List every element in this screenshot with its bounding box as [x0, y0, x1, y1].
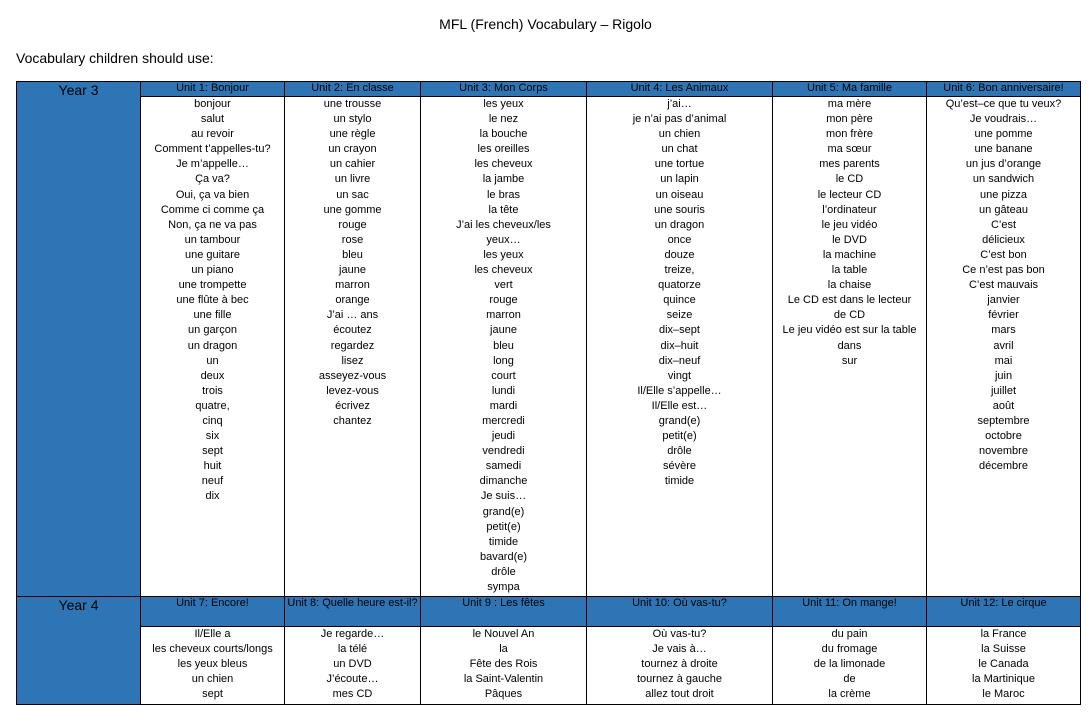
vocabulary-word: un dragon — [654, 218, 705, 231]
vocabulary-word: Je vais à… — [652, 643, 707, 655]
vocabulary-word: un jus d’orange — [965, 158, 1042, 171]
vocabulary-word: C’est — [990, 218, 1017, 231]
vocabulary-word: vendredi — [482, 445, 525, 458]
vocabulary-word: vert — [494, 279, 513, 292]
unit-title: Unit 5: Ma famille — [773, 82, 927, 97]
vocabulary-word: quatorze — [658, 279, 701, 292]
vocabulary-word: dimanche — [479, 475, 528, 488]
vocabulary-word: une flûte à bec — [176, 294, 249, 307]
vocabulary-word: de la limonade — [813, 658, 886, 670]
vocabulary-word: un lapin — [660, 173, 699, 186]
vocabulary-word: drôle — [491, 565, 516, 578]
vocabulary-word: un garçon — [188, 324, 237, 337]
vocabulary-word: C’est bon — [980, 248, 1027, 261]
vocabulary-word: mars — [991, 324, 1016, 337]
unit-title: Unit 1: Bonjour — [141, 82, 285, 97]
vocabulary-word: tournez à droite — [641, 658, 718, 670]
vocabulary-word: bleu — [342, 248, 363, 261]
vocabulary-word: J’écoute… — [326, 673, 379, 685]
vocabulary-word: un stylo — [333, 113, 372, 126]
vocabulary-word: Ça va? — [195, 173, 230, 186]
vocabulary-word: asseyez-vous — [318, 369, 387, 382]
vocabulary-list — [587, 97, 773, 597]
vocabulary-word: Comment t’appelles-tu? — [154, 143, 271, 156]
vocabulary-word: mes CD — [332, 688, 373, 700]
vocabulary-word: drôle — [667, 445, 692, 458]
vocabulary-word: seize — [666, 309, 693, 322]
vocabulary-word: les cheveux — [474, 158, 533, 171]
vocabulary-word: le lecteur CD — [817, 188, 882, 201]
vocabulary-row — [17, 627, 1081, 705]
vocabulary-word: la Suisse — [981, 643, 1026, 655]
vocabulary-word: le bras — [486, 188, 521, 201]
vocabulary-word: lundi — [491, 384, 516, 397]
vocabulary-word: marron — [335, 279, 370, 292]
vocabulary-word: je n’ai pas d’animal — [632, 113, 727, 126]
vocabulary-word: mon frère — [825, 128, 874, 141]
vocabulary-word: la Martinique — [972, 673, 1035, 685]
vocabulary-word: une pomme — [974, 128, 1033, 141]
vocabulary-word: long — [493, 354, 514, 367]
vocabulary-word: sur — [841, 354, 858, 367]
vocabulary-word: la France — [980, 628, 1027, 640]
vocabulary-word: marron — [486, 309, 521, 322]
vocabulary-list — [285, 627, 421, 705]
vocabulary-word: un chien — [191, 673, 234, 685]
vocabulary-word: Ce n’est pas bon — [962, 264, 1045, 277]
vocabulary-word: sympa — [487, 581, 520, 593]
vocabulary-word: huit — [203, 460, 222, 473]
vocabulary-word: juillet — [990, 384, 1017, 397]
vocabulary-word: lisez — [341, 354, 364, 367]
vocabulary-word: août — [992, 399, 1015, 412]
vocabulary-word: de CD — [833, 309, 866, 322]
vocabulary-word: un dragon — [187, 339, 238, 352]
vocabulary-word: salut — [200, 113, 225, 126]
vocabulary-word: la télé — [337, 643, 368, 655]
vocabulary-word: Je regarde… — [320, 628, 385, 640]
vocabulary-list — [773, 97, 927, 597]
vocabulary-word: Il/Elle a — [194, 628, 231, 640]
vocabulary-word: les cheveux — [474, 264, 533, 277]
vocabulary-word: Non, ça ne va pas — [168, 218, 257, 231]
vocabulary-word: quatre, — [195, 399, 230, 412]
vocabulary-word: cinq — [202, 414, 223, 427]
vocabulary-word: mercredi — [482, 414, 525, 427]
vocabulary-word: Comme ci comme ça — [160, 203, 265, 216]
vocabulary-word: février — [988, 309, 1019, 322]
vocabulary-word: dans — [837, 339, 862, 352]
vocabulary-word: un cahier — [329, 158, 376, 171]
vocabulary-word: dix — [205, 490, 220, 503]
vocabulary-word: un sac — [336, 188, 369, 201]
vocabulary-word: bavard(e) — [479, 550, 528, 563]
vocabulary-word: Je m’appelle… — [176, 158, 249, 171]
vocabulary-word: ma sœur — [827, 143, 872, 156]
vocabulary-word: once — [667, 233, 692, 246]
vocabulary-word: levez-vous — [326, 384, 379, 397]
vocabulary-word: une gomme — [323, 203, 382, 216]
unit-title: Unit 8: Quelle heure est-il? — [285, 597, 421, 627]
vocabulary-word: écoutez — [333, 324, 372, 337]
vocabulary-word: un chien — [658, 128, 701, 141]
vocabulary-word: un DVD — [333, 658, 372, 670]
vocabulary-list — [587, 627, 773, 705]
vocabulary-word: j’ai… — [667, 98, 692, 110]
vocabulary-word: un crayon — [328, 143, 377, 156]
vocabulary-word: court — [491, 369, 516, 382]
vocabulary-table — [16, 81, 1081, 705]
vocabulary-word: douze — [664, 248, 695, 261]
vocabulary-word: sept — [202, 688, 223, 700]
vocabulary-word: la chaise — [827, 279, 872, 292]
vocabulary-word: Je voudrais… — [969, 113, 1038, 126]
vocabulary-word: un gâteau — [979, 203, 1028, 216]
vocabulary-word: bleu — [493, 339, 514, 352]
vocabulary-word: un sandwich — [972, 173, 1035, 186]
vocabulary-word: six — [205, 430, 220, 443]
vocabulary-word: la bouche — [479, 128, 528, 141]
vocabulary-word: neuf — [201, 475, 224, 488]
vocabulary-word: dix–huit — [660, 339, 699, 352]
vocabulary-word: C’est mauvais — [968, 279, 1039, 292]
vocabulary-word: dix–sept — [659, 324, 700, 337]
vocabulary-word: Il/Elle s’appelle… — [637, 384, 722, 397]
vocabulary-list — [285, 97, 421, 597]
vocabulary-word: le nez — [488, 113, 519, 126]
vocabulary-word: une pizza — [979, 188, 1028, 201]
vocabulary-word: timide — [488, 535, 519, 548]
vocabulary-word: une fille — [193, 309, 232, 322]
vocabulary-word: un oiseau — [655, 188, 704, 201]
vocabulary-word: le CD — [835, 173, 864, 186]
vocabulary-word: de — [843, 673, 856, 685]
vocabulary-word: timide — [664, 475, 695, 488]
vocabulary-word: les oreilles — [477, 143, 530, 156]
vocabulary-list — [141, 97, 285, 597]
unit-title: Unit 3: Mon Corps — [421, 82, 587, 97]
vocabulary-word: treize, — [664, 264, 695, 277]
vocabulary-word: jeudi — [491, 430, 516, 443]
vocabulary-word: novembre — [979, 445, 1028, 458]
vocabulary-word: ma mère — [827, 98, 872, 110]
vocabulary-list — [421, 97, 587, 597]
vocabulary-list — [927, 97, 1081, 597]
unit-header-row — [17, 82, 1081, 97]
vocabulary-word: le Nouvel An — [472, 628, 535, 640]
vocabulary-word: Je suis… — [480, 490, 527, 503]
vocabulary-word: jaune — [339, 264, 366, 277]
vocabulary-word: la machine — [822, 248, 877, 261]
vocabulary-word: chantez — [333, 414, 372, 427]
vocabulary-word: la Saint-Valentin — [463, 673, 544, 685]
vocabulary-word: les yeux — [483, 248, 524, 261]
vocabulary-word: septembre — [977, 414, 1030, 427]
vocabulary-word: Le jeu vidéo est sur la table — [782, 324, 917, 337]
vocabulary-word: Fête des Rois — [469, 658, 538, 670]
vocabulary-word: la tête — [488, 203, 519, 216]
vocabulary-word: dix–neuf — [658, 354, 701, 367]
vocabulary-word: rouge — [338, 218, 367, 231]
vocabulary-word: tournez à gauche — [636, 673, 722, 685]
vocabulary-word: le Canada — [978, 658, 1029, 670]
vocabulary-word: deux — [200, 369, 225, 382]
year-label: Year 3 — [17, 82, 141, 597]
vocabulary-word: Pâques — [484, 688, 523, 700]
vocabulary-word: avril — [993, 339, 1014, 352]
vocabulary-word: une guitare — [184, 248, 241, 261]
vocabulary-word: une trousse — [323, 98, 382, 110]
vocabulary-word: l’ordinateur — [822, 203, 877, 216]
vocabulary-word: mes parents — [819, 158, 880, 171]
vocabulary-word: Oui, ça va bien — [175, 188, 250, 201]
vocabulary-word: rouge — [489, 294, 518, 307]
vocabulary-word: délicieux — [982, 233, 1025, 246]
vocabulary-word: une trompette — [178, 279, 247, 292]
unit-title: Unit 6: Bon anniversaire! — [927, 82, 1081, 97]
vocabulary-word: sept — [202, 445, 223, 458]
unit-title: Unit 2: En classe — [285, 82, 421, 97]
vocabulary-word: un tambour — [184, 233, 241, 246]
vocabulary-word: petit(e) — [662, 430, 697, 443]
vocabulary-word: Qu’est–ce que tu veux? — [945, 98, 1062, 110]
vocabulary-word: un piano — [191, 264, 234, 277]
vocabulary-word: quince — [663, 294, 696, 307]
vocabulary-word: un chat — [661, 143, 698, 156]
vocabulary-word: Où vas-tu? — [652, 628, 707, 640]
vocabulary-word: mardi — [489, 399, 518, 412]
vocabulary-word: le jeu vidéo — [821, 218, 878, 231]
vocabulary-word: grand(e) — [658, 414, 701, 427]
vocabulary-word: une règle — [329, 128, 376, 141]
vocabulary-word: au revoir — [191, 128, 234, 141]
vocabulary-word: le Maroc — [982, 688, 1025, 700]
vocabulary-word: un livre — [334, 173, 371, 186]
vocabulary-list — [927, 627, 1081, 705]
vocabulary-word: octobre — [985, 430, 1022, 443]
unit-title: Unit 4: Les Animaux — [587, 82, 773, 97]
vocabulary-word: grand(e) — [482, 505, 525, 518]
vocabulary-word: janvier — [987, 294, 1020, 307]
vocabulary-word: du pain — [831, 628, 868, 640]
vocabulary-word: jaune — [490, 324, 517, 337]
vocabulary-word: samedi — [485, 460, 522, 473]
vocabulary-word: les yeux — [483, 98, 524, 110]
document-title: MFL (French) Vocabulary – Rigolo — [439, 16, 652, 32]
vocabulary-list — [421, 627, 587, 705]
vocabulary-word: petit(e) — [486, 520, 521, 533]
vocabulary-word: Le CD est dans le lecteur — [787, 294, 912, 307]
vocabulary-word: juin — [994, 369, 1013, 382]
vocabulary-word: Il/Elle est… — [651, 399, 708, 412]
vocabulary-word: allez tout droit — [645, 688, 714, 700]
vocabulary-word: écrivez — [335, 399, 370, 412]
vocabulary-word: les yeux bleus — [177, 658, 248, 670]
vocabulary-word: le DVD — [832, 233, 867, 246]
year-label: Year 4 — [17, 597, 141, 705]
vocabulary-word: la jambe — [482, 173, 525, 186]
vocabulary-word: yeux… — [486, 233, 521, 246]
document-subtitle: Vocabulary children should use: — [16, 50, 214, 66]
vocabulary-word: une banane — [974, 143, 1033, 156]
vocabulary-row — [17, 97, 1081, 597]
vocabulary-word: vingt — [667, 369, 692, 382]
vocabulary-word: bonjour — [194, 98, 231, 110]
vocabulary-word: une tortue — [654, 158, 705, 171]
vocabulary-word: rose — [341, 233, 364, 246]
unit-title: Unit 10: Où vas-tu? — [587, 597, 773, 627]
vocabulary-word: un — [206, 354, 219, 367]
vocabulary-word: mon père — [826, 113, 873, 126]
vocabulary-word: regardez — [330, 339, 375, 352]
vocabulary-list — [773, 627, 927, 705]
unit-title: Unit 12: Le cirque — [927, 597, 1081, 627]
vocabulary-list — [141, 627, 285, 705]
unit-title: Unit 11: On mange! — [773, 597, 927, 627]
unit-header-row — [17, 597, 1081, 627]
vocabulary-word: sévère — [662, 460, 697, 473]
vocabulary-word: une souris — [654, 203, 705, 216]
vocabulary-word: mai — [994, 354, 1013, 367]
vocabulary-word: trois — [202, 384, 223, 397]
vocabulary-word: la crème — [828, 688, 871, 700]
vocabulary-word: J’ai … ans — [326, 309, 379, 322]
vocabulary-word: les cheveux courts/longs — [152, 643, 273, 655]
vocabulary-word: orange — [335, 294, 370, 307]
vocabulary-word: la — [499, 643, 508, 655]
vocabulary-word: J’ai les cheveux/les — [456, 218, 551, 231]
vocabulary-word: du fromage — [821, 643, 878, 655]
unit-title: Unit 9 : Les fêtes — [421, 597, 587, 627]
vocabulary-word: la table — [831, 264, 868, 277]
vocabulary-word: décembre — [979, 460, 1028, 473]
unit-title: Unit 7: Encore! — [141, 597, 285, 627]
